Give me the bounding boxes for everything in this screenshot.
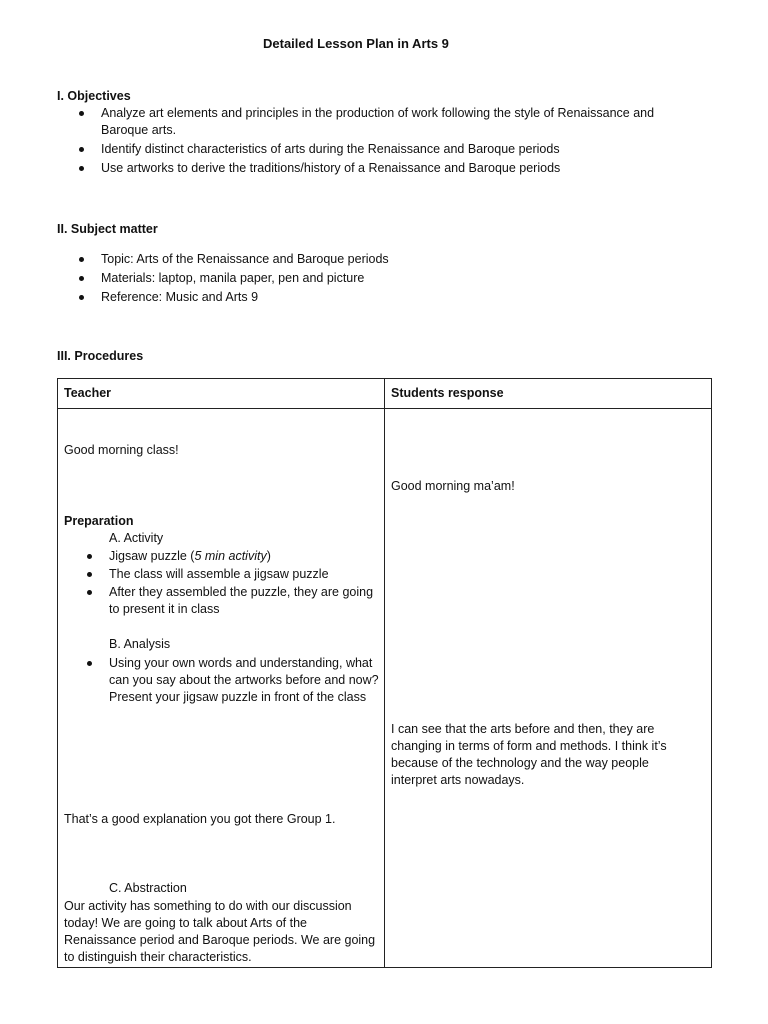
list-item: Reference: Music and Arts 9 [101, 289, 661, 306]
list-item: Use artworks to derive the traditions/history of a Renaissance and Baroque periods [101, 160, 681, 177]
table-header-row [58, 379, 712, 409]
list-item: Analyze art elements and principles in the production of work following the style of Renaissance and Baroque arts. [101, 105, 681, 139]
objectives-list [101, 105, 681, 177]
teacher-header-cell [58, 379, 385, 409]
subject-matter-heading: II. Subject matter [57, 222, 158, 236]
student-analysis-reply: I can see that the arts before and then, they are changing in terms of form and methods. I think it’s because of the technology and the way people interpret arts nowadays. [391, 722, 667, 787]
teacher-feedback: That’s a good explanation you got there Group 1. [64, 812, 336, 826]
activity-list [109, 548, 381, 618]
activity-label: A. Activity [109, 531, 164, 545]
subject-matter-list [101, 251, 661, 306]
teacher-cell [58, 409, 385, 968]
abstraction-text: Our activity has something to do with our discussion today! We are going to talk about Arts of the Renaissance period and Baroque periods. We are going to distinguish their characteristics. [64, 899, 376, 964]
analysis-list [109, 655, 381, 706]
student-greeting-reply: Good morning ma’am! [391, 479, 515, 493]
objectives-heading: I. Objectives [57, 89, 131, 103]
list-item: Topic: Arts of the Renaissance and Baroque periods [101, 251, 661, 268]
document-title: Detailed Lesson Plan in Arts 9 [263, 36, 449, 51]
teacher-column-header: Teacher [64, 386, 112, 400]
list-item: Identify distinct characteristics of arts during the Renaissance and Baroque periods [101, 141, 681, 158]
list-item: Using your own words and understanding, what can you say about the artworks before and now? Present your jigsaw puzzle in front of the class [109, 655, 381, 706]
table-row [58, 409, 712, 968]
analysis-label: B. Analysis [109, 637, 171, 651]
list-item: Materials: laptop, manila paper, pen and picture [101, 270, 661, 287]
students-header-cell [385, 379, 712, 409]
list-item: Jigsaw puzzle (5 min activity) [109, 548, 381, 565]
students-column-header: Students response [391, 386, 504, 400]
preparation-heading: Preparation [64, 514, 134, 528]
teacher-greeting: Good morning class! [64, 443, 179, 457]
procedures-table [57, 378, 712, 968]
list-item: After they assembled the puzzle, they are going to present it in class [109, 584, 381, 618]
list-item: The class will assemble a jigsaw puzzle [109, 566, 381, 583]
abstraction-label: C. Abstraction [109, 881, 187, 895]
students-cell [385, 409, 712, 968]
procedures-heading: III. Procedures [57, 349, 144, 363]
